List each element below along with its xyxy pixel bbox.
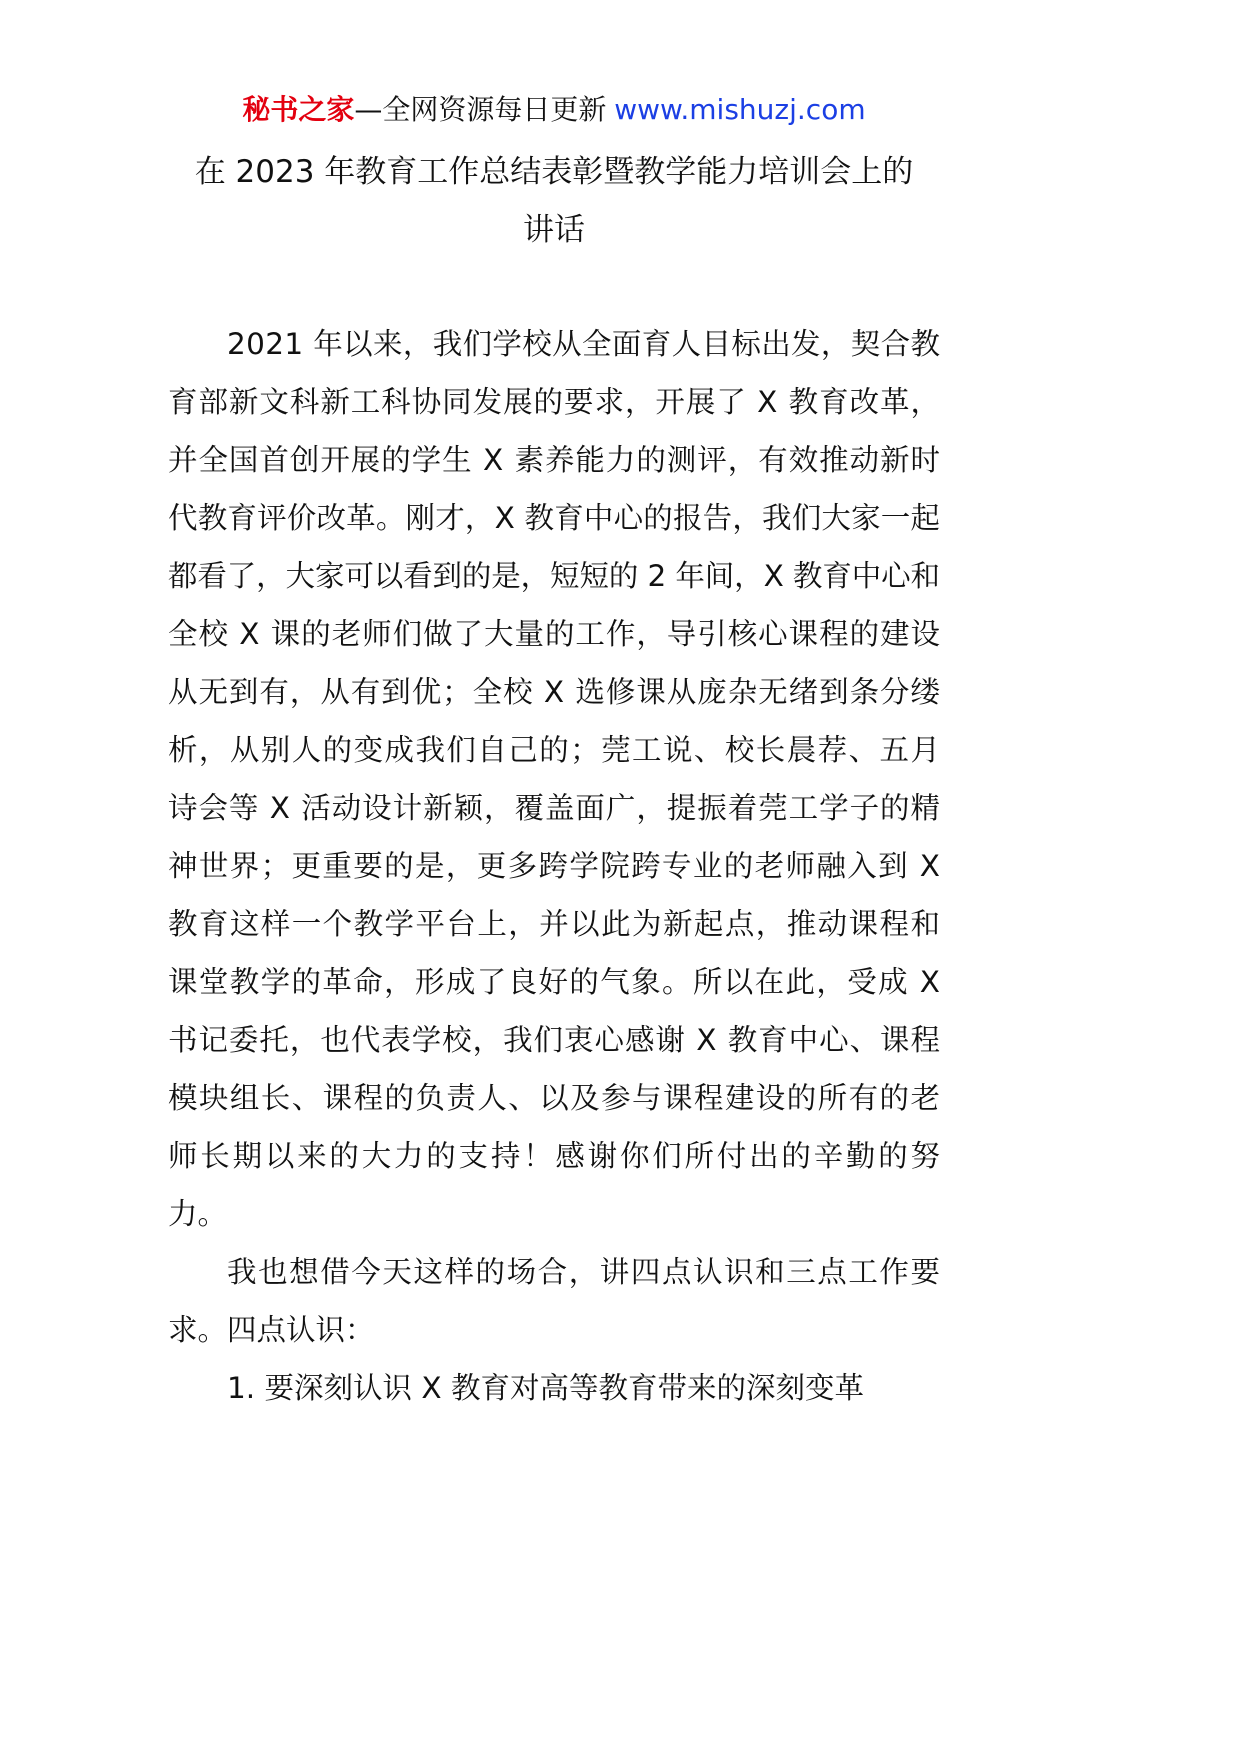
header-tagline: —全网资源每日更新: [354, 93, 607, 126]
paragraph-line: [168, 1069, 940, 1127]
line-text: 从无到有，从有到优；全校 X 选修课从庞杂无绪到条分缕: [168, 675, 941, 709]
line-text: 育部新文科新工科协同发展的要求，开展了 X 教育改革，: [168, 385, 941, 419]
document-title: [168, 143, 940, 259]
paragraph-line: [168, 1185, 940, 1243]
paragraph-outline: [168, 1243, 940, 1359]
paragraph-line: [168, 1359, 940, 1417]
document-body: [168, 315, 943, 1417]
paragraph-line: [168, 721, 940, 779]
title-line: 在 2023 年教育工作总结表彰暨教学能力培训会上的: [194, 154, 914, 190]
line-text: 教育这样一个教学平台上，并以此为新起点，推动课程和: [168, 907, 942, 941]
paragraph-line: [168, 547, 940, 605]
paragraph-line: [168, 663, 940, 721]
paragraph-line: [168, 315, 940, 373]
line-text: 全校 X 课的老师们做了大量的工作，导引核心课程的建设: [168, 617, 941, 651]
line-text: 课堂教学的革命，形成了良好的气象。所以在此，受成 X: [168, 965, 942, 999]
line-text: 1. 要深刻认识 X 教育对高等教育带来的深刻变革: [227, 1371, 864, 1405]
paragraph-line: [168, 837, 940, 895]
line-text: 2021 年以来，我们学校从全面育人目标出发，契合教: [227, 327, 941, 361]
paragraph-line: [168, 431, 940, 489]
line-text: 模块组长、课程的负责人、以及参与课程建设的所有的老: [168, 1081, 942, 1115]
paragraph-intro: [168, 315, 943, 1243]
line-text: 神世界；更重要的是，更多跨学院跨专业的老师融入到 X: [168, 849, 942, 883]
line-text: 求。四点认识：: [168, 1313, 375, 1347]
paragraph-line: [168, 489, 940, 547]
paragraph-line: [168, 953, 940, 1011]
line-text: 我也想借今天这样的场合，讲四点认识和三点工作要: [227, 1255, 942, 1289]
paragraph-line: [168, 1243, 940, 1301]
paragraph-line: [168, 779, 940, 837]
numbered-heading: [168, 1359, 940, 1417]
paragraph-line: [168, 895, 940, 953]
title-line: 讲话: [523, 212, 585, 248]
paragraph-line: [168, 373, 940, 431]
paragraph-line: [168, 1301, 940, 1359]
paragraph-line: [168, 605, 940, 663]
site-header: [168, 90, 940, 130]
paragraph-line: [168, 1011, 940, 1069]
line-text: 代教育评价改革。刚才，X 教育中心的报告，我们大家一起: [168, 501, 941, 535]
line-text: 析，从别人的变成我们自己的；莞工说、校长晨荐、五月: [168, 733, 942, 767]
line-text: 诗会等 X 活动设计新颖，覆盖面广，提振着莞工学子的精: [168, 791, 941, 825]
header-url-link[interactable]: www.mishuzj.com: [614, 93, 866, 126]
line-text: 书记委托，也代表学校，我们衷心感谢 X 教育中心、课程: [168, 1023, 941, 1057]
line-text: 师长期以来的大力的支持！感谢你们所付出的辛勤的努: [168, 1139, 943, 1173]
header-brand: 秘书之家: [242, 93, 355, 126]
line-text: 都看了，大家可以看到的是，短短的 2 年间，X 教育中心和: [168, 559, 940, 593]
paragraph-line: [168, 1127, 943, 1185]
line-text: 力。: [168, 1197, 228, 1231]
line-text: 并全国首创开展的学生 X 素养能力的测评，有效推动新时: [168, 443, 941, 477]
